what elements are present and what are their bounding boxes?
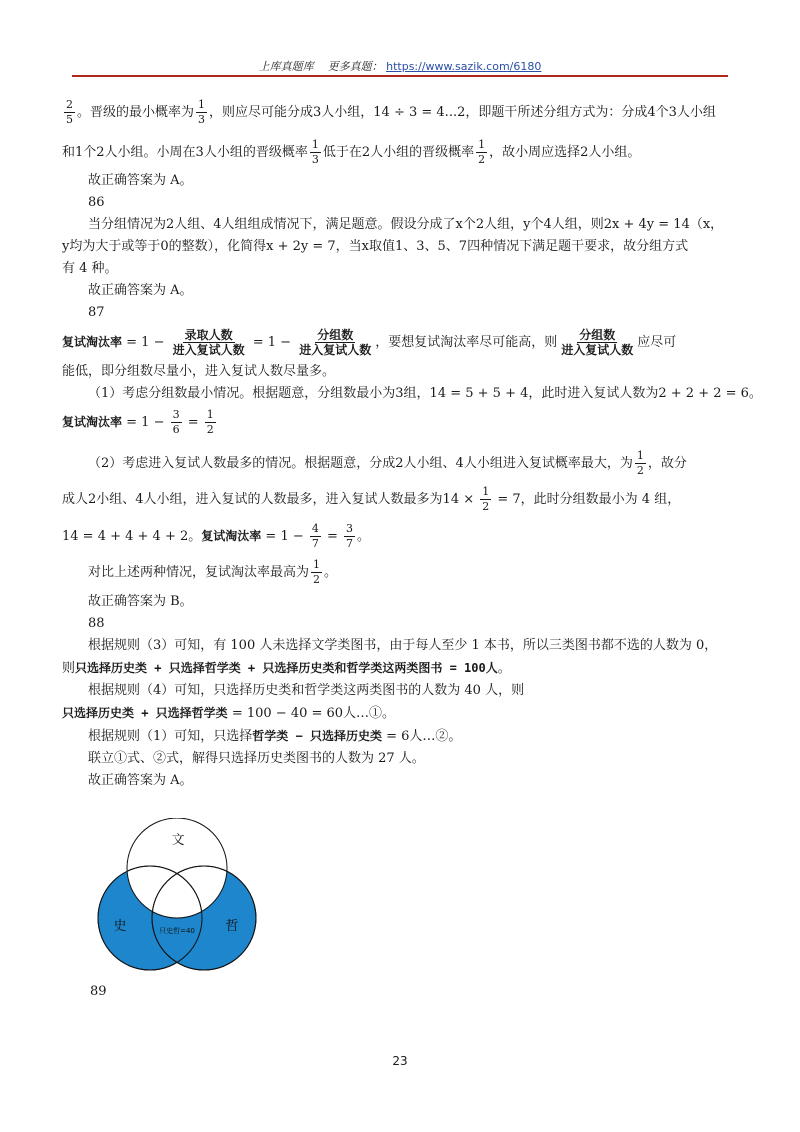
frac-num: 3 — [346, 522, 354, 535]
text: = 6人…②。 — [381, 729, 462, 744]
text: 低于在2人小组的晋级概率 — [322, 145, 475, 160]
text: ，故小周应选择2人小组。 — [489, 145, 641, 160]
frac-num: 1 — [206, 408, 214, 421]
fraction — [476, 138, 487, 167]
text: 。 — [357, 529, 371, 544]
frac-den: 2 — [478, 153, 486, 166]
page-header — [0, 58, 800, 74]
q87-line-2: 能低，即分组数尽量小，进入复试人数尽量多。 — [62, 364, 336, 379]
text: 。 — [324, 565, 338, 580]
answer-line: 故正确答案为 A。 — [88, 283, 193, 298]
header-brand: 上库真题库 — [258, 60, 314, 73]
formula-text: 只选择历史类 + 只选择哲学类 — [62, 706, 228, 720]
q87-compare — [62, 555, 748, 591]
frac-num: 2 — [66, 98, 73, 111]
text: 。晋级的最小概率为 — [77, 105, 195, 120]
frac-den: 3 — [198, 113, 206, 126]
q86-line-3: 有 4 种。 — [62, 261, 118, 276]
text: = 1 − — [261, 529, 308, 544]
header-link[interactable]: https://www.sazik.com/6180 — [386, 60, 542, 73]
q88-line-3: 根据规则（4）可知，只选择历史类和哲学类这两类图书的人数为 40 人，则 — [88, 683, 525, 698]
formula-label: 复试淘汰率 — [62, 335, 123, 349]
header-rule — [72, 75, 728, 77]
fraction — [171, 328, 247, 357]
q86-line-2: y均为大于或等于0的整数），化简得x + 2y = 7，当x取值1、3、5、7四种情况下满足题干要求，故分组方式 — [62, 239, 689, 254]
frac-den: 3 — [311, 153, 319, 166]
formula-label: 复试淘汰率 — [62, 415, 123, 429]
q88-line-6: 联立①式、②式，解得只选择历史类图书的人数为 27 人。 — [88, 751, 425, 766]
formula-text: 哲学类 − 只选择历史类 — [252, 729, 382, 743]
q88-line-2 — [62, 657, 748, 680]
q88-line-5 — [62, 725, 748, 748]
text: 根据规则（1）可知，只选择 — [88, 729, 253, 744]
q87-case-2 — [62, 446, 748, 482]
text: = 100 − 40 = 60人…①。 — [227, 706, 396, 721]
frac-num: 1 — [311, 138, 319, 151]
text: 则 — [62, 661, 76, 676]
frac-den: 7 — [346, 537, 354, 550]
text: 应尽可 — [637, 335, 677, 350]
frac-den: 进入复试人数 — [561, 343, 634, 357]
page-number: 23 — [392, 1054, 408, 1068]
frac-den: 进入复试人数 — [172, 343, 245, 357]
fraction — [310, 138, 321, 167]
document-body — [62, 96, 762, 792]
frac-num: 分组数 — [579, 328, 616, 342]
text: 14 = 4 + 4 + 4 + 2。 — [62, 529, 202, 544]
frac-num: 3 — [172, 408, 180, 421]
text: （2）考虑进入复试人数最多的情况。根据题意，分成2人小组、4人小组进入复试概率最大，为 — [88, 456, 633, 471]
frac-num: 1 — [313, 558, 321, 571]
venn-label-philosophy: 哲 — [225, 919, 239, 934]
fraction — [297, 328, 373, 357]
formula-label: 复试淘汰率 — [201, 529, 262, 543]
question-number: 89 — [90, 984, 107, 999]
fraction — [559, 328, 635, 357]
question-number: 87 — [88, 305, 105, 320]
frac-den: 2 — [206, 423, 214, 436]
q87-case-2-line-3: 14 = 4 + 4 + 4 + 2。复试淘汰率 = 1 − $\frac{4}{7}$ = $\frac{3}{7}$ 。 — [62, 522, 371, 550]
header-more-label: 更多真题： — [327, 60, 383, 73]
frac-den: 2 — [636, 464, 644, 477]
text: ，则应尽可能分成3人小组，14 ÷ 3 = 4...2，即题干所述分组方式为：分成4个3人小组 — [209, 105, 716, 120]
venn-label-history: 史 — [113, 919, 127, 934]
answer-line: 故正确答案为 A。 — [88, 173, 193, 188]
frac-num: 1 — [482, 485, 490, 498]
q87-case-2-line-2 — [62, 482, 748, 518]
frac-num: 1 — [636, 449, 644, 462]
fraction — [635, 449, 646, 478]
line-2 — [62, 136, 748, 170]
text: = 1 − — [248, 335, 296, 350]
frac-num: 1 — [198, 98, 206, 111]
text: = 1 − — [122, 335, 169, 350]
frac-den: 6 — [172, 423, 180, 436]
text: 和1个2人小组。小周在3人小组的晋级概率 — [62, 145, 308, 160]
q86-line-1: 当分组情况为2人组、4人组组成情况下，满足题意。假设分成了x个2人组，y个4人组，则2x + 4y = 14（x， — [88, 217, 724, 232]
frac-den: 2 — [313, 573, 321, 586]
question-number: 86 — [88, 195, 105, 210]
frac-num: 4 — [311, 522, 319, 535]
formula-text: 只选择历史类 + 只选择哲学类 + 只选择历史类和哲学类这两类图书 = 100人 — [75, 661, 498, 675]
frac-den: 5 — [66, 113, 73, 126]
text: = 7，此时分组数最小为 4 组， — [493, 492, 681, 507]
frac-num: 1 — [478, 138, 486, 151]
q87-case-1: （1）考虑分组数最小情况。根据题意，分组数最小为3组，14 = 5 + 5 + 4，此时进入复试人数为2 + 2 + 2 = 6。 — [88, 386, 762, 401]
question-number: 88 — [88, 616, 105, 631]
frac-den: 2 — [482, 500, 490, 513]
fraction — [480, 485, 491, 514]
text: = 1 − — [122, 415, 169, 430]
fraction — [205, 408, 216, 437]
frac-num: 分组数 — [317, 328, 354, 342]
fraction — [196, 98, 207, 127]
text: 对比上述两种情况，复试淘汰率最高为 — [88, 565, 310, 580]
q87-case-1-rate: 复试淘汰率 = 1 − $\frac{3}{6}$ = $\frac{1}{2}$ — [62, 408, 214, 436]
frac-num: 录取人数 — [184, 328, 233, 342]
line-1 — [62, 96, 748, 130]
venn-diagram — [92, 818, 262, 973]
fraction — [344, 522, 355, 551]
venn-label-literature: 文 — [171, 833, 185, 848]
text: 成人2小组、4人小组，进入复试的人数最多，进入复试人数最多为14 × — [62, 492, 479, 507]
text: 。 — [497, 661, 511, 676]
venn-label-center: 只史哲=40 — [159, 927, 195, 935]
q88-line-1: 根据规则（3）可知，有 100 人未选择文学类图书，由于每人至少 1 本书，所以三类图书都不选的人数为 0， — [88, 638, 718, 653]
fraction — [311, 558, 322, 587]
answer-line: 故正确答案为 A。 — [88, 773, 193, 788]
q88-line-4 — [62, 702, 748, 725]
frac-den: 7 — [311, 537, 319, 550]
q87-line-1 — [62, 324, 748, 361]
text: ，要想复试淘汰率尽可能高，则 — [375, 335, 558, 350]
fraction — [64, 98, 75, 127]
fraction — [310, 522, 321, 551]
text: ，故分 — [647, 456, 687, 471]
frac-den: 进入复试人数 — [299, 343, 372, 357]
fraction — [171, 408, 182, 437]
answer-line: 故正确答案为 B。 — [88, 594, 193, 609]
